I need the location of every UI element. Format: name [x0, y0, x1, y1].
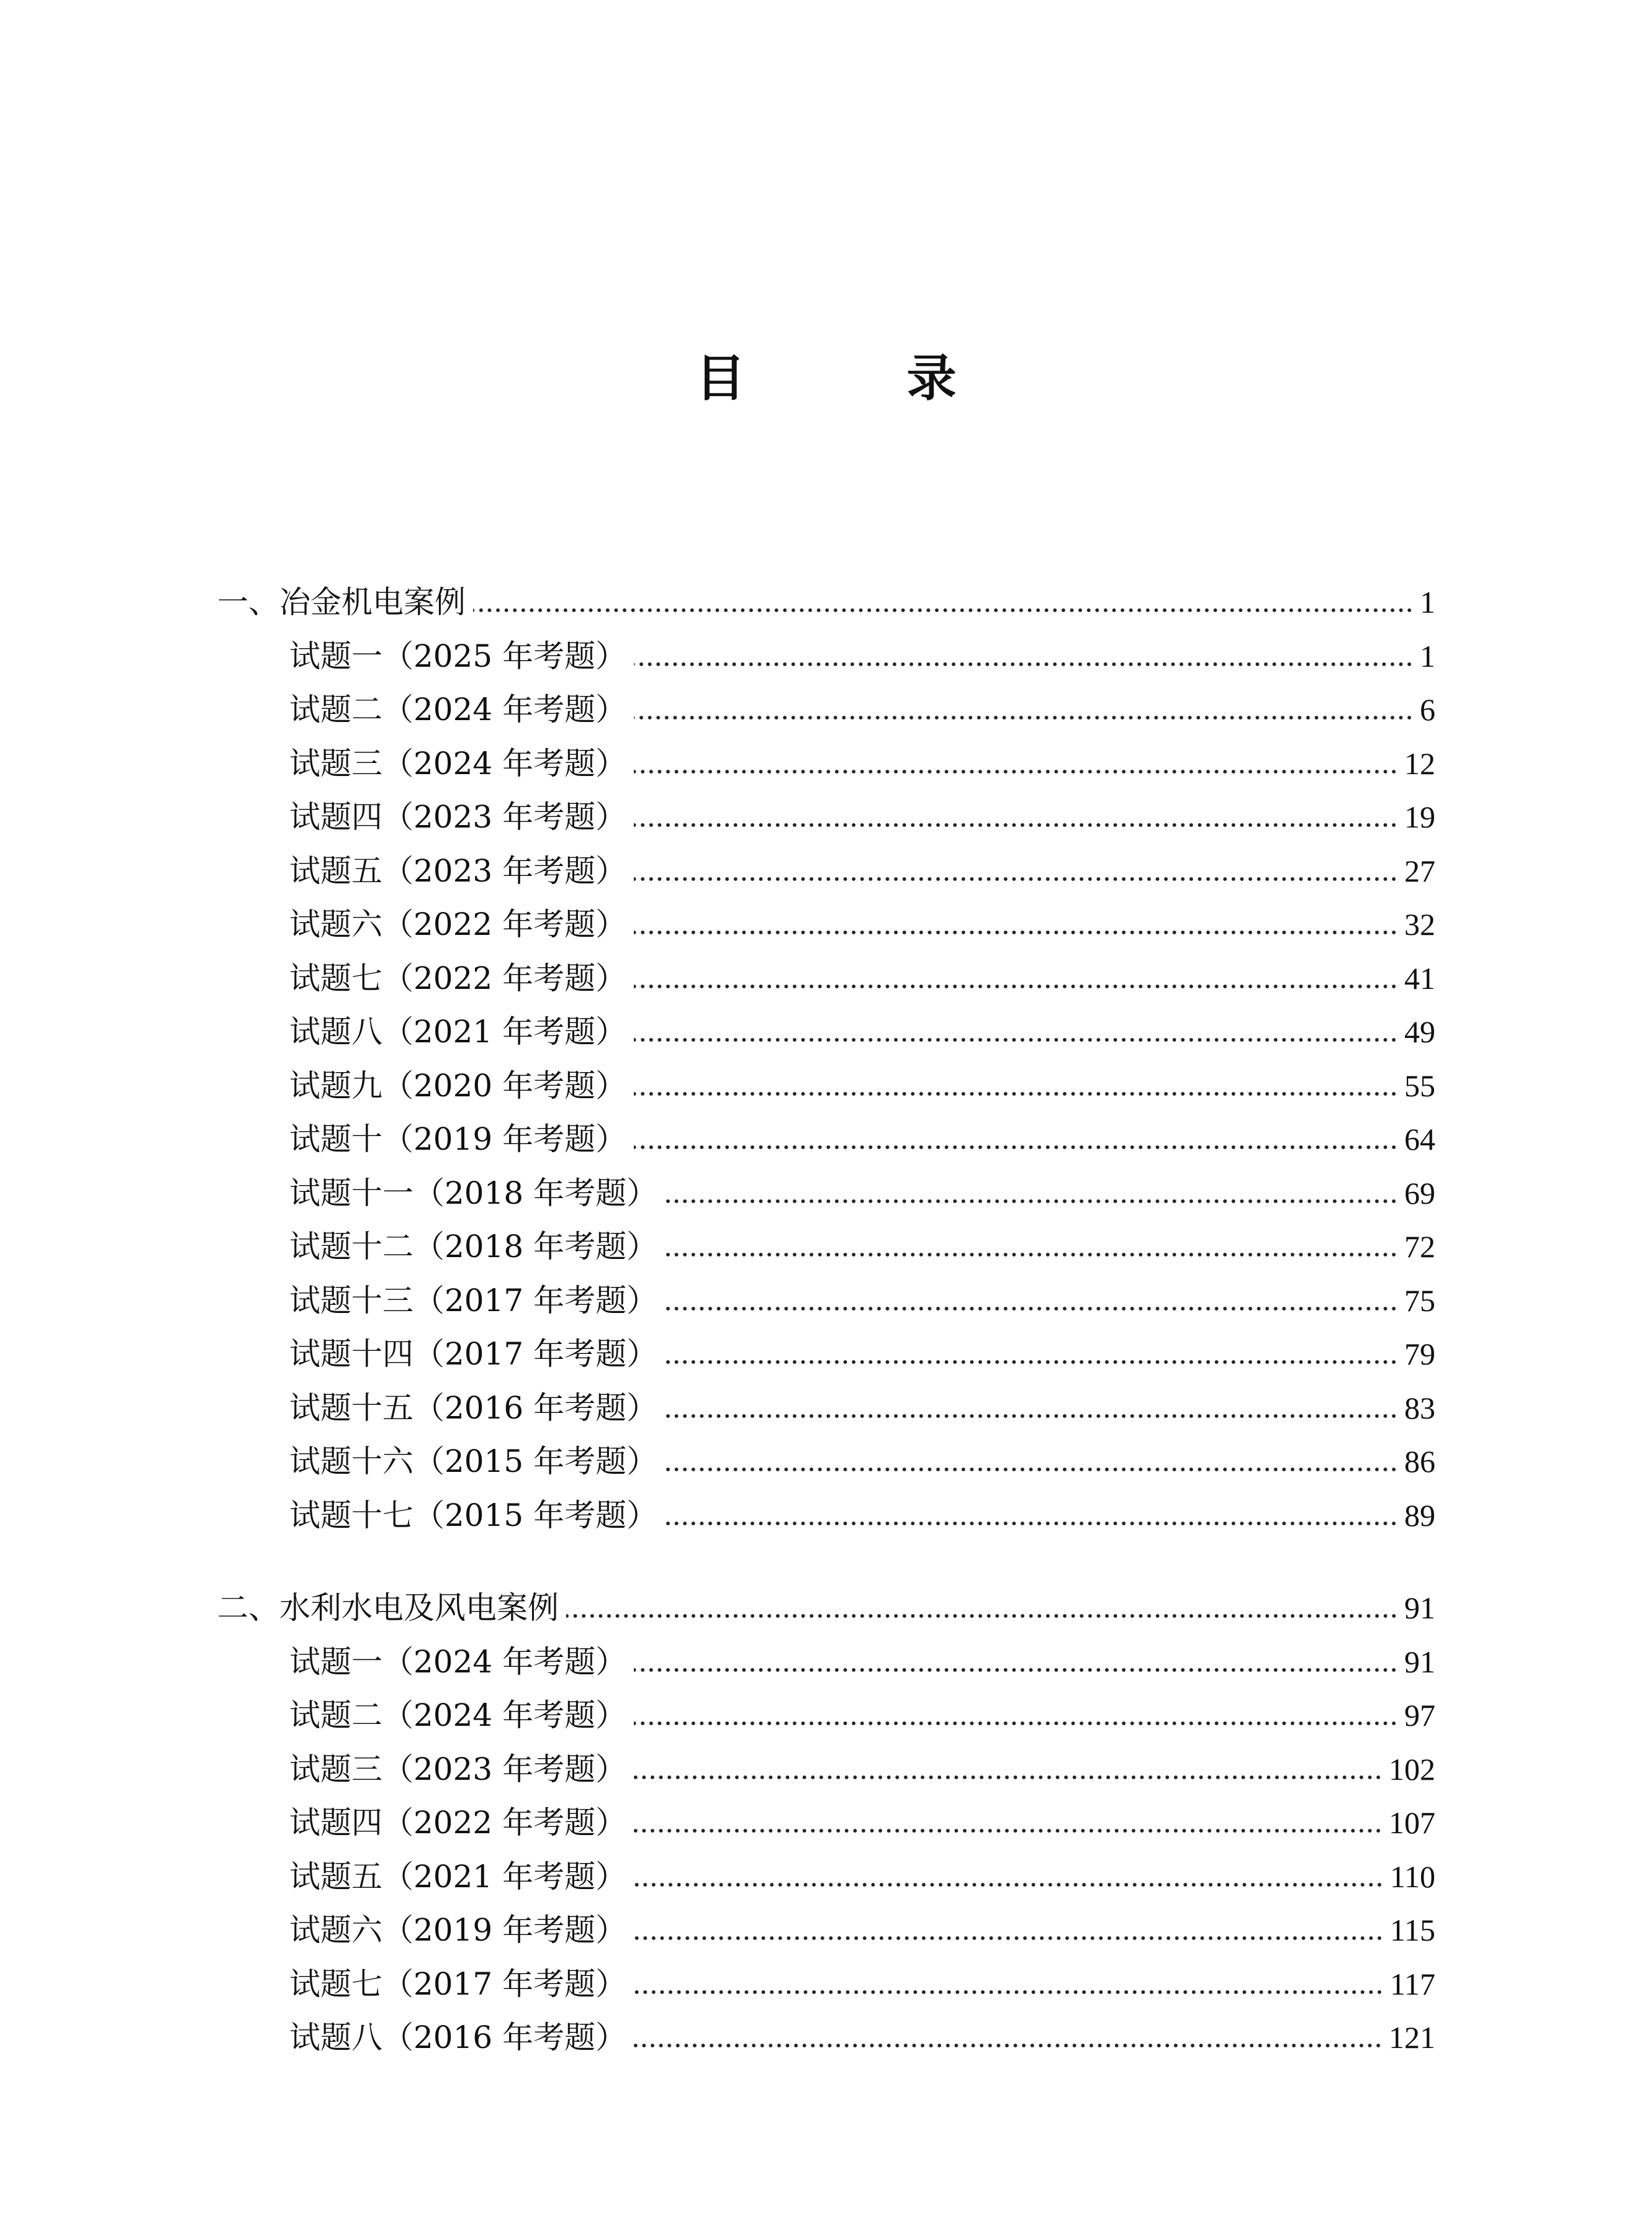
toc-entry-label: 试题二（2024 年考题） [289, 692, 627, 728]
toc-entry-label: 试题四（2023 年考题） [289, 799, 627, 835]
dot-leader [634, 659, 1414, 669]
toc-entry-label: 试题八（2016 年考题） [289, 2019, 627, 2055]
toc-entry-label: 试题十（2019 年考题） [289, 1121, 627, 1157]
toc-entry[interactable] [289, 634, 1435, 678]
toc-entry-label: 试题五（2023 年考题） [289, 852, 627, 889]
dot-leader [634, 1772, 1383, 1782]
dot-leader [634, 820, 1398, 830]
toc-entry-label: 试题十七（2015 年考题） [289, 1497, 658, 1533]
toc-entry[interactable] [289, 795, 1435, 839]
dot-leader [634, 767, 1398, 777]
dot-leader [473, 605, 1414, 615]
toc-page-number: 41 [1404, 960, 1435, 996]
toc-page-number: 89 [1404, 1497, 1435, 1533]
toc-entry-label: 试题九（2020 年考题） [289, 1067, 627, 1104]
toc-entry[interactable] [289, 1332, 1435, 1376]
toc-page-number: 83 [1404, 1390, 1435, 1425]
toc-entry[interactable] [289, 2016, 1435, 2059]
dot-leader [665, 1464, 1398, 1474]
toc-entry-label: 试题八（2021 年考题） [289, 1014, 627, 1050]
toc-page-number: 27 [1404, 853, 1435, 888]
toc-entry[interactable] [289, 903, 1435, 946]
dot-leader [665, 1304, 1398, 1314]
toc-entry[interactable] [289, 1117, 1435, 1161]
dot-leader [634, 1987, 1384, 1997]
toc-entry-label: 试题一（2024 年考题） [289, 1643, 627, 1680]
dot-leader [634, 874, 1398, 884]
toc-page-number: 107 [1389, 1805, 1435, 1840]
toc-entry-label: 试题三（2024 年考题） [289, 745, 627, 782]
dot-leader [665, 1411, 1398, 1421]
toc-section-label: 二、水利水电及风电案例 [217, 1590, 559, 1626]
toc-entry-label: 试题十二（2018 年考题） [289, 1229, 658, 1265]
toc-entry[interactable] [289, 1908, 1435, 1952]
toc-entry-label: 试题二（2024 年考题） [289, 1697, 627, 1733]
dot-leader [634, 927, 1398, 937]
toc-entry[interactable] [289, 1064, 1435, 1108]
dot-leader [634, 713, 1414, 723]
toc-entry[interactable] [289, 1386, 1435, 1430]
toc-page-number: 19 [1404, 800, 1435, 834]
toc-page-number: 1 [1420, 585, 1435, 620]
toc-entry[interactable] [289, 742, 1435, 785]
toc-section-label: 一、冶金机电案例 [217, 584, 466, 620]
toc-entry[interactable] [289, 1171, 1435, 1215]
toc-entry[interactable] [289, 1225, 1435, 1268]
dot-leader [634, 1089, 1398, 1099]
toc-page-number: 86 [1404, 1444, 1435, 1479]
toc-page-number: 55 [1404, 1068, 1435, 1103]
toc-page-number: 32 [1404, 907, 1435, 942]
toc-entry[interactable] [289, 688, 1435, 731]
dot-leader [566, 1611, 1398, 1621]
toc-page-number: 69 [1404, 1175, 1435, 1211]
toc-page-number: 49 [1404, 1014, 1435, 1049]
toc-page-number: 72 [1404, 1229, 1435, 1264]
dot-leader [634, 1142, 1398, 1152]
toc-page-number: 91 [1404, 1644, 1435, 1679]
toc-entry-label: 试题七（2022 年考题） [289, 960, 627, 996]
dot-leader [665, 1250, 1398, 1260]
dot-leader [634, 981, 1398, 991]
toc-page-number: 102 [1389, 1751, 1435, 1787]
toc-entry[interactable] [289, 1010, 1435, 1053]
toc-section-entry[interactable] [217, 1586, 1435, 1630]
toc-entry[interactable] [289, 1494, 1435, 1537]
toc-entry[interactable] [289, 1440, 1435, 1483]
toc-entry[interactable] [289, 1640, 1435, 1684]
dot-leader [634, 1718, 1398, 1728]
toc-entry-label: 试题一（2025 年考题） [289, 638, 627, 674]
toc-page-number: 75 [1404, 1283, 1435, 1318]
toc-entry[interactable] [289, 1279, 1435, 1322]
toc-entry-label: 试题六（2019 年考题） [289, 1912, 627, 1948]
toc-section-entry[interactable] [217, 580, 1435, 624]
toc-entry-label: 试题十三（2017 年考题） [289, 1282, 658, 1319]
dot-leader [634, 2041, 1383, 2050]
toc-entry-label: 试题七（2017 年考题） [289, 1965, 627, 2002]
toc-page-number: 12 [1404, 746, 1435, 781]
dot-leader [634, 1880, 1384, 1890]
toc-entry-label: 试题十四（2017 年考题） [289, 1336, 658, 1372]
toc-page-number: 117 [1389, 1966, 1435, 2001]
toc-entry[interactable] [289, 1748, 1435, 1791]
toc-entry-label: 试题三（2023 年考题） [289, 1751, 627, 1787]
dot-leader [634, 1933, 1384, 1943]
toc-page-number: 97 [1404, 1698, 1435, 1733]
toc-entry[interactable] [289, 1962, 1435, 2006]
toc-page-number: 121 [1389, 2020, 1435, 2055]
toc-entry[interactable] [289, 1801, 1435, 1844]
toc-entry[interactable] [289, 1855, 1435, 1898]
dot-leader [665, 1357, 1398, 1367]
toc-entry-label: 试题十一（2018 年考题） [289, 1175, 658, 1211]
dot-leader [634, 1826, 1383, 1836]
toc-entry-label: 试题五（2021 年考题） [289, 1858, 627, 1895]
page-title: 目 录 [695, 350, 1013, 407]
dot-leader [665, 1518, 1398, 1528]
toc-entry[interactable] [289, 849, 1435, 893]
dot-leader [634, 1035, 1398, 1045]
toc-entry-label: 试题六（2022 年考题） [289, 906, 627, 942]
toc-entry-label: 试题十六（2015 年考题） [289, 1443, 658, 1479]
toc-page-number: 64 [1404, 1122, 1435, 1157]
toc-entry[interactable] [289, 1694, 1435, 1737]
toc-page-number: 79 [1404, 1337, 1435, 1371]
toc-page-number: 6 [1420, 692, 1435, 727]
dot-leader [665, 1196, 1398, 1206]
toc-entry-label: 试题四（2022 年考题） [289, 1805, 627, 1841]
toc-page-number: 110 [1389, 1859, 1435, 1894]
toc-page-number: 115 [1389, 1913, 1435, 1947]
toc-entry[interactable] [289, 957, 1435, 1000]
toc-page-number: 1 [1420, 638, 1435, 674]
dot-leader [634, 1665, 1398, 1675]
toc-page-number: 91 [1404, 1590, 1435, 1625]
toc-entry-label: 试题十五（2016 年考题） [289, 1389, 658, 1426]
